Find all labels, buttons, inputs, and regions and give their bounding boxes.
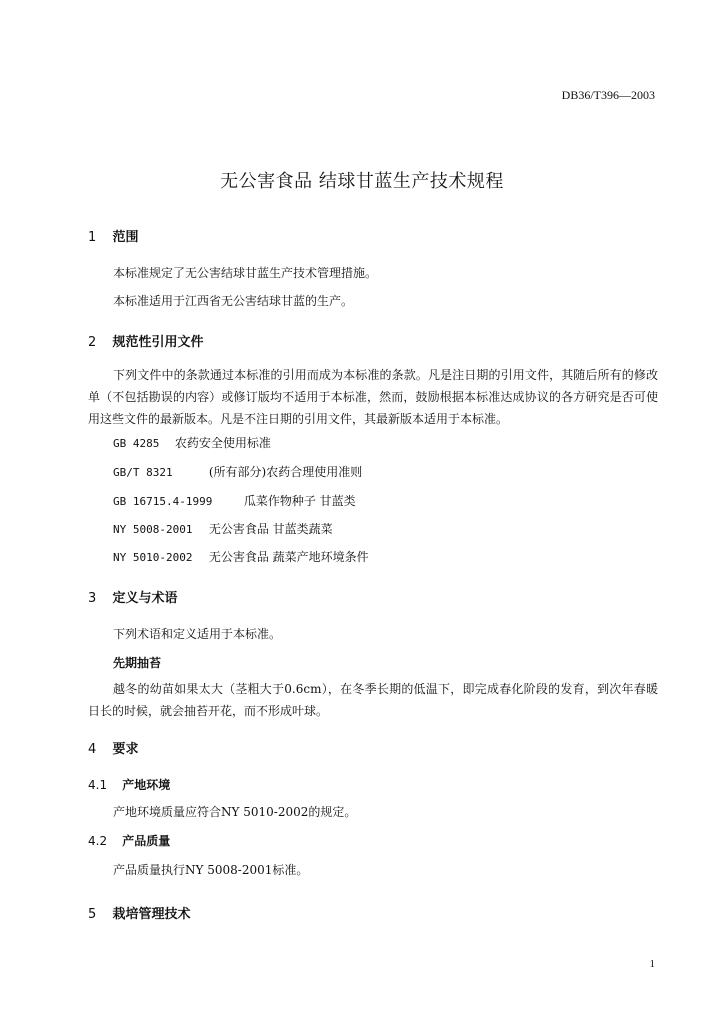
term-heading: 先期抽苔 [113, 656, 162, 670]
section-number: 4 [88, 742, 97, 757]
section-2-intro: 下列文件中的条款通过本标准的引用而成为本标准的条款。凡是注日期的引用文件，其随后所有的修改单（不包括勘误的内容）或修订版均不适用于本标准，然而，鼓励根据本标准达成协议的各方研究是否可使用这些文件的最新版本。凡是不注日期的引用文件，其最新版本适用于本标准。 [88, 368, 658, 426]
section-5-heading [88, 903, 191, 922]
subsection-4-2-heading [88, 832, 170, 849]
reference-title: 无公害食品 蔬菜产地环境条件 [208, 550, 369, 564]
reference-code: GB/T 8321 [113, 466, 173, 479]
section-title: 规范性引用文件 [112, 335, 204, 350]
section-title: 栽培管理技术 [112, 907, 191, 922]
section-1-para-2: 本标准适用于江西省无公害结球甘蓝的生产。 [113, 294, 354, 308]
subsection-4-1-heading [88, 776, 170, 793]
section-number: 2 [88, 335, 97, 350]
subsection-title: 产品质量 [122, 834, 171, 848]
subsection-title: 产地环境 [122, 778, 171, 792]
reference-item [113, 548, 369, 565]
section-1-heading [88, 226, 139, 245]
section-number: 1 [88, 230, 97, 245]
reference-title: 瓜菜作物种子 甘蓝类 [243, 494, 356, 508]
document-title: 无公害食品 结球甘蓝生产技术规程 [220, 171, 504, 192]
reference-code: NY 5010-2002 [113, 551, 193, 564]
standard-number: DB36/T396—2003 [561, 88, 655, 102]
section-number: 3 [88, 591, 97, 606]
reference-title: (所有部分)农药合理使用准则 [208, 465, 363, 479]
reference-code: GB 4285 [113, 437, 160, 450]
section-title: 定义与术语 [112, 591, 178, 606]
reference-item [113, 463, 362, 480]
section-2-heading [88, 331, 204, 350]
subsection-number: 4.1 [88, 778, 108, 792]
section-3-intro: 下列术语和定义适用于本标准。 [113, 627, 282, 641]
reference-item [113, 520, 333, 537]
subsection-4-2-text: 产品质量执行NY 5008-2001标准。 [113, 863, 309, 877]
reference-code: GB 16715.4-1999 [113, 495, 213, 508]
reference-item [113, 434, 271, 451]
section-4-heading [88, 738, 139, 757]
reference-title: 无公害食品 甘蓝类蔬菜 [208, 522, 333, 536]
page-number: 1 [649, 958, 655, 970]
section-1-para-1: 本标准规定了无公害结球甘蓝生产技术管理措施。 [113, 266, 378, 280]
section-title: 要求 [112, 742, 139, 757]
subsection-4-1-text: 产地环境质量应符合NY 5010-2002的规定。 [113, 805, 357, 819]
section-title: 范围 [112, 230, 139, 245]
term-definition: 越冬的幼苗如果太大（茎粗大于0.6cm），在冬季长期的低温下，即完成春化阶段的发育，到次年春暖日长的时候，就会抽苔开花，而不形成叶球。 [88, 682, 658, 718]
subsection-number: 4.2 [88, 834, 108, 848]
reference-title: 农药安全使用标准 [174, 436, 271, 450]
section-number: 5 [88, 907, 97, 922]
reference-item [113, 492, 356, 509]
reference-code: NY 5008-2001 [113, 523, 193, 536]
section-3-heading [88, 587, 178, 606]
